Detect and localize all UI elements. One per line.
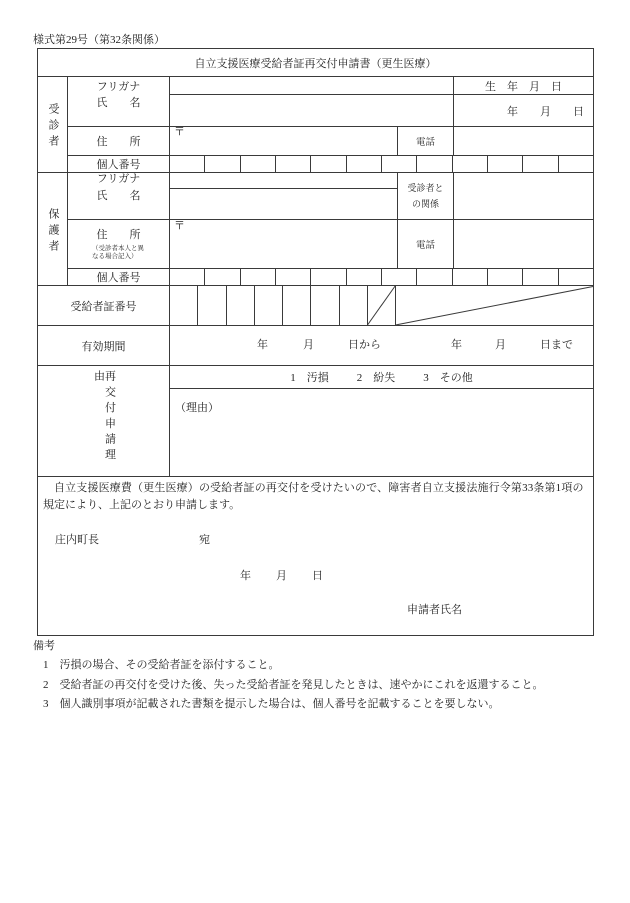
guardian-individual-number-digit-cell bbox=[381, 268, 417, 286]
patient-phone-label: 電話 bbox=[415, 138, 435, 148]
reissue-option bbox=[357, 369, 396, 385]
guardian-section-cell bbox=[37, 172, 68, 286]
applicant-name-label: 申請者氏名 bbox=[407, 604, 462, 616]
validity-label: 有効期間 bbox=[81, 340, 126, 353]
patient-furigana-field bbox=[169, 76, 454, 95]
guardian-address-label: 住 所 bbox=[96, 229, 141, 241]
patient-individual-number-digit-cell bbox=[522, 155, 559, 173]
guardian-individual-number-digit-cell bbox=[169, 268, 205, 286]
guardian-postal-mark: 〒 bbox=[174, 220, 185, 232]
guardian-individual-number-digit-cell bbox=[240, 268, 276, 286]
validity-label-cell bbox=[37, 325, 170, 366]
guardian-individual-number-digit-cell bbox=[452, 268, 488, 286]
reissue-option bbox=[290, 369, 329, 385]
guardian-phone-field bbox=[453, 219, 594, 269]
remark-text: 個人識別事項が記載された書類を提示した場合は、個人番号を記載することを要しない。 bbox=[59, 698, 500, 710]
patient-birthdate-header bbox=[453, 76, 594, 95]
guardian-phone-label: 電話 bbox=[415, 241, 435, 251]
reissue-reason-label: 再交付申請理由 bbox=[92, 370, 116, 465]
guardian-relation-label: 受診者との関係 bbox=[407, 183, 444, 209]
reissue-option-label: 紛失 bbox=[373, 372, 396, 384]
guardian-individual-number-label-cell bbox=[67, 268, 170, 286]
remark-item bbox=[43, 678, 544, 692]
patient-individual-number-digit-cell bbox=[558, 155, 594, 173]
reissue-option-label: 汚損 bbox=[306, 372, 329, 384]
reissue-option-number: 2 bbox=[356, 372, 363, 384]
certificate-number-digit-cell bbox=[310, 285, 340, 326]
reissue-option bbox=[423, 369, 473, 385]
validity-to-day: 日まで bbox=[540, 339, 573, 351]
guardian-individual-number-digit-cell bbox=[522, 268, 559, 286]
guardian-address-note: （受診者本人と異なる場合記入） bbox=[92, 245, 144, 260]
guardian-address-field bbox=[169, 219, 398, 269]
patient-furigana-label: フリガナ bbox=[96, 81, 141, 93]
application-date: 年 月 日 bbox=[240, 570, 324, 582]
certificate-number-digit-cell bbox=[226, 285, 255, 326]
patient-section-label: 受診者 bbox=[47, 103, 59, 151]
patient-birthdate-field bbox=[453, 94, 594, 127]
patient-individual-number-digit-cell bbox=[275, 155, 311, 173]
guardian-name-label: 氏 名 bbox=[96, 190, 141, 202]
guardian-name-field bbox=[169, 188, 398, 220]
patient-phone-label-cell bbox=[397, 126, 454, 156]
certificate-number-digit-cell bbox=[169, 285, 198, 326]
guardian-relation-field bbox=[453, 172, 594, 220]
patient-address-field bbox=[169, 126, 398, 156]
guardian-address-label-cell bbox=[67, 219, 170, 269]
patient-individual-number-digit-cell bbox=[240, 155, 276, 173]
patient-individual-number-digit-cell bbox=[169, 155, 205, 173]
patient-individual-number-digit-cell bbox=[416, 155, 453, 173]
remark-number: 3 bbox=[43, 698, 49, 710]
certificate-number-digit-cell bbox=[282, 285, 311, 326]
certificate-number-digit-cell bbox=[197, 285, 227, 326]
addressee: 庄内町長 bbox=[55, 534, 99, 546]
addressee-suffix: 宛 bbox=[199, 534, 210, 546]
remark-number: 1 bbox=[43, 659, 49, 671]
reissue-option-number: 3 bbox=[423, 372, 429, 384]
guardian-individual-number-digit-cell bbox=[487, 268, 523, 286]
validity-field bbox=[169, 325, 594, 366]
guardian-section-label: 保護者 bbox=[47, 207, 59, 256]
reissue-reason-label-cell bbox=[37, 365, 170, 477]
certificate-number-digit-cell bbox=[367, 285, 396, 326]
guardian-relation-label-cell bbox=[397, 172, 454, 220]
certificate-number-label-cell bbox=[37, 285, 170, 326]
certificate-number-digit-cell bbox=[254, 285, 283, 326]
patient-address-label: 住 所 bbox=[96, 136, 141, 148]
certificate-number-digit-cell bbox=[339, 285, 368, 326]
patient-postal-mark: 〒 bbox=[174, 126, 185, 138]
patient-individual-number-digit-cell bbox=[346, 155, 382, 173]
patient-individual-number-digit-cell bbox=[487, 155, 523, 173]
remark-number: 2 bbox=[43, 679, 49, 691]
guardian-individual-number-digit-cell bbox=[310, 268, 347, 286]
patient-name-label: 氏 名 bbox=[96, 97, 141, 109]
patient-individual-number-digit-cell bbox=[381, 155, 417, 173]
guardian-furigana-label: フリガナ bbox=[96, 173, 141, 185]
patient-individual-number-digit-cell bbox=[310, 155, 347, 173]
validity-from-year: 年 bbox=[257, 339, 268, 351]
patient-name-field bbox=[169, 94, 454, 127]
guardian-individual-number-digit-cell bbox=[204, 268, 241, 286]
form-number: 様式第29号（第32条関係） bbox=[33, 34, 165, 46]
patient-individual-number-label: 個人番号 bbox=[96, 159, 141, 171]
remark-item bbox=[43, 697, 500, 711]
guardian-individual-number-digit-cell bbox=[346, 268, 382, 286]
validity-to-year: 年 bbox=[451, 339, 462, 351]
reissue-options-row bbox=[169, 365, 594, 389]
reissue-option-label: その他 bbox=[439, 372, 473, 384]
certificate-number-label: 受給者証番号 bbox=[70, 300, 137, 313]
validity-to-month: 月 bbox=[495, 339, 506, 351]
guardian-phone-label-cell bbox=[397, 219, 454, 269]
guardian-individual-number-digit-cell bbox=[416, 268, 453, 286]
guardian-individual-number-label: 個人番号 bbox=[96, 272, 141, 284]
certificate-number-unused-cell bbox=[395, 285, 594, 326]
title-row bbox=[37, 48, 594, 77]
patient-individual-number-label-cell bbox=[67, 155, 170, 173]
validity-from-day: 日から bbox=[348, 339, 381, 351]
patient-individual-number-digit-cell bbox=[204, 155, 241, 173]
patient-birthdate-placeholder: 年 月 日 bbox=[507, 105, 584, 118]
patient-individual-number-digit-cell bbox=[452, 155, 488, 173]
remarks-heading: 備考 bbox=[33, 640, 55, 652]
declaration-line: 規定により、上記のとおり申請します。 bbox=[43, 499, 241, 511]
patient-address-label-cell bbox=[67, 126, 170, 156]
reason-label: （理由） bbox=[175, 402, 219, 414]
guardian-individual-number-digit-cell bbox=[558, 268, 594, 286]
patient-phone-field bbox=[453, 126, 594, 156]
form-title: 自立支援医療受給者証再交付申請書（更生医療） bbox=[194, 57, 437, 70]
guardian-individual-number-digit-cell bbox=[275, 268, 311, 286]
patient-section-cell bbox=[37, 76, 68, 173]
guardian-furigana-field bbox=[169, 172, 398, 189]
validity-from-month: 月 bbox=[303, 339, 314, 351]
remark-text: 受給者証の再交付を受けた後、失った受給者証を発見したときは、速やかにこれを返還すること。 bbox=[59, 679, 544, 691]
reissue-option-number: 1 bbox=[290, 372, 296, 384]
declaration-line: 自立支援医療費（更生医療）の受給者証の再交付を受けたいので、障害者自立支援法施行令第33条第1項の bbox=[54, 482, 584, 494]
patient-birthdate-label: 生 年 月 日 bbox=[485, 80, 562, 93]
remark-item bbox=[43, 658, 280, 672]
remark-text: 汚損の場合、その受給者証を添付すること。 bbox=[59, 659, 280, 671]
reason-field bbox=[169, 388, 594, 477]
